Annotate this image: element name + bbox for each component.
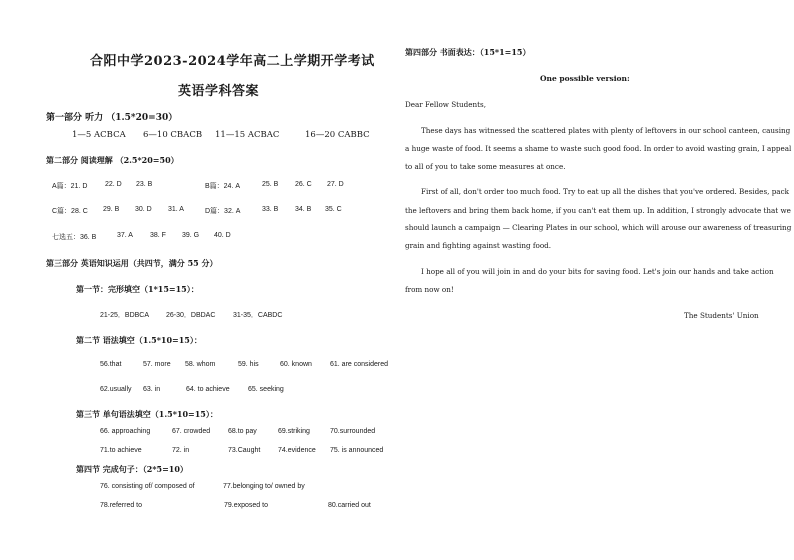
page-title: 合阳中学2023-2024学年高二上学期开学考试 [90,54,375,69]
essay-line: the leftovers and bring them back home, if you can't eat them up. In addition, I strongly advocate that we [405,206,791,215]
section2-answer: 61. are considered [330,361,388,368]
part1-answer: 16—20 CABBC [305,130,370,140]
part2-answer: 35. C [325,206,342,213]
section1-answer: 26-30．DBDAC [166,312,216,319]
part4-heading: 第四部分 书面表达：（15*1=15） [405,47,531,57]
part2-answer: A篇：21. D [52,183,88,190]
part2-answer: 39. G [182,232,200,239]
part2-answer: 34. B [295,206,312,213]
essay-line: These days has witnessed the scattered plates with plenty of leftovers in our school canteen, causing [421,126,791,135]
essay-signature: The Students' Union [684,311,759,320]
part2-answer: 40. D [214,232,231,239]
essay-line: to all of you to take some measures at once. [405,162,566,171]
section3-answer: 74.evidence [278,447,316,454]
section1-answer: 21-25．BDBCA [100,312,150,319]
section3-answer: 66. approaching [100,428,151,435]
section4-answer: 77.belonging to/ owned by [223,483,305,490]
part2-answer: 27. D [327,181,344,188]
part3-heading: 第三部分 英语知识运用（共四节，满分 55 分） [46,258,218,268]
section2-heading: 第二节 语法填空（1.5*10=15）： [76,335,202,345]
section3-answer: 73.Caught [228,447,261,454]
section2-answer: 56.that [100,361,122,368]
section2-answer: 57. more [143,361,171,368]
part1-answer: 1—5 ACBCA [72,130,126,140]
part2-answer: B篇：24. A [205,183,241,190]
essay-line: from now on! [405,285,454,294]
section2-answer: 64. to achieve [186,386,230,393]
part2-answer: 23. B [136,181,153,188]
essay-salutation: Dear Fellow Students, [405,100,487,109]
section4-answer: 76. consisting of/ composed of [100,483,195,490]
part2-answer: 33. B [262,206,279,213]
section3-answer: 71.to achieve [100,447,142,454]
section3-answer: 69.striking [278,428,310,435]
section2-answer: 65. seeking [248,386,284,393]
part2-answer: 38. F [150,232,166,239]
section3-answer: 67. crowded [172,428,211,435]
essay-line: grain and fighting against wasting food. [405,241,552,250]
part2-answer: C篇：28. C [52,208,88,215]
section4-answer: 79.exposed to [224,502,268,509]
part2-answer: 29. B [103,206,120,213]
essay-line: a huge waste of food. It seems a shame to waste such good food. In order to avoid wasting grain, I appeal [405,144,792,153]
part1-heading: 第一部分 听力 （1.5*20=30） [46,113,178,123]
section1-answer: 31-35．CABDC [233,312,283,319]
section4-answer: 78.referred to [100,502,143,509]
section2-answer: 59. his [238,361,259,368]
section3-heading: 第三节 单句语法填空（1.5*10=15）： [76,409,218,419]
section2-answer: 60. known [280,361,312,368]
section2-answer: 62.usually [100,386,132,393]
part2-answer: 22. D [105,181,122,188]
section3-answer: 72. in [172,447,190,454]
essay-line: First of all, don't order too much food. Try to eat up all the dishes that you've ordered. Besides, pack [421,187,789,196]
section3-answer: 75. is announced [330,447,384,454]
page-subtitle: 英语学科答案 [178,84,260,99]
essay-line: I hope all of you will join in and do your bits for saving food. Let's join our hands and take action [421,267,774,276]
section1-heading: 第一节：完形填空（1*15=15）： [76,284,199,294]
part2-answer: 26. C [295,181,312,188]
part2-answer: 31. A [168,206,184,213]
part2-heading: 第二部分 阅读理解 （2.5*20=50） [46,155,179,165]
section3-answer: 68.to pay [228,428,257,435]
section2-answer: 63. in [143,386,161,393]
part2-answer: 37. A [117,232,133,239]
section4-heading: 第四节 完成句子：（2*5=10） [76,464,188,474]
part1-answer: 11—15 ACBAC [215,130,280,140]
section4-answer: 80.carried out [328,502,371,509]
essay-line: should launch a campaign — Clearing Plates in our school, which will arouse our awareness of treasuring [405,223,792,232]
part2-answer: 七选五：36. B [52,234,97,241]
part2-answer: 30. D [135,206,152,213]
section3-answer: 70.surrounded [330,428,376,435]
essay-version-label: One possible version: [540,74,630,83]
part2-answer: D篇：32. A [205,208,241,215]
part1-answer: 6—10 CBACB [143,130,203,140]
section2-answer: 58. whom [185,361,216,368]
part2-answer: 25. B [262,181,279,188]
